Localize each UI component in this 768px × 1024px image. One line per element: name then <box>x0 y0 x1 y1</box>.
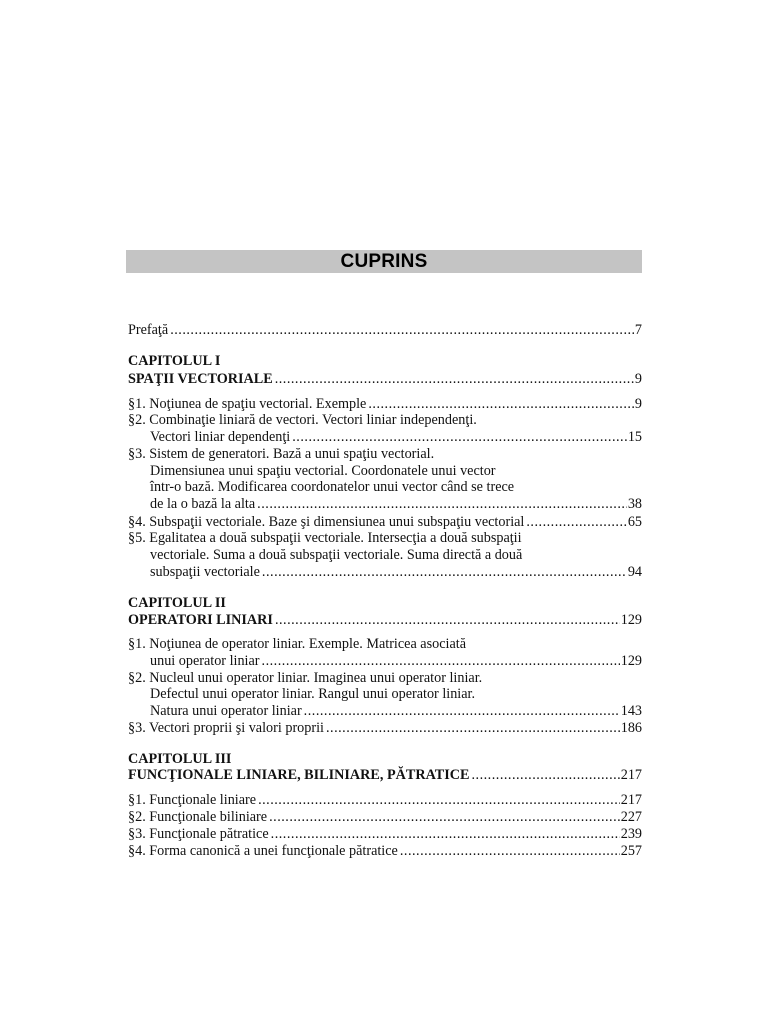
leader-dots <box>271 826 620 843</box>
page-number: 129 <box>620 612 642 628</box>
toc-entry-3-3[interactable] <box>128 826 642 843</box>
page-number: 217 <box>620 767 642 783</box>
chapter-heading-1: CAPITOLUL I <box>128 353 221 369</box>
leader-dots <box>275 371 634 388</box>
leader-dots <box>262 564 627 581</box>
toc-entry-3-4[interactable] <box>128 843 642 860</box>
leader-dots <box>304 703 620 720</box>
toc-entry-3-1[interactable] <box>128 792 642 809</box>
entry-text: §4. Subspaţii vectoriale. Baze şi dimensiunea unui subspaţiu vectorial <box>128 514 525 530</box>
toc-entry-1-3-line1: §3. Sistem de generatori. Bază a unui spaţiu vectorial. <box>128 446 435 462</box>
toc-entry-2-1-line1: §1. Noţiunea de operator liniar. Exemple. Matricea asociată <box>128 636 466 652</box>
page-number: 239 <box>620 826 642 842</box>
leader-dots <box>526 514 626 531</box>
entry-text: §4. Forma canonică a unei funcţionale pătratice <box>128 843 398 859</box>
chapter-title-3[interactable] <box>128 767 642 784</box>
toc-entry-2-1[interactable] <box>128 653 642 670</box>
entry-text: §3. Vectori proprii şi valori proprii <box>128 720 324 736</box>
leader-dots <box>170 322 634 339</box>
leader-dots <box>269 809 620 826</box>
toc-entry-2-2[interactable] <box>128 703 642 720</box>
leader-dots <box>257 496 627 513</box>
entry-text: Vectori liniar dependenţi <box>150 429 291 445</box>
page-number: 217 <box>620 792 642 808</box>
entry-text: subspaţii vectoriale <box>150 564 260 580</box>
toc-entry-1-5[interactable] <box>128 564 642 581</box>
chapter-title-1[interactable] <box>128 371 642 388</box>
toc-title: CUPRINS <box>126 250 642 273</box>
toc-entry-1-3-line3: într-o bază. Modificarea coordonatelor unui vector când se trece <box>150 479 515 495</box>
toc-entry-2-2-line1: §2. Nucleul unui operator liniar. Imaginea unui operator liniar. <box>128 670 483 686</box>
entry-text: FUNCŢIONALE LINIARE, BILINIARE, PĂTRATICE <box>128 767 470 783</box>
leader-dots <box>292 429 627 446</box>
entry-text: Prefaţă <box>128 322 169 338</box>
page-number: 186 <box>620 720 642 736</box>
chapter-title-2[interactable] <box>128 612 642 629</box>
entry-text: §1. Noţiunea de spaţiu vectorial. Exemple <box>128 396 367 412</box>
toc-entry-1-4[interactable] <box>128 514 642 531</box>
page-number: 227 <box>620 809 642 825</box>
page-number: 7 <box>634 322 642 338</box>
leader-dots <box>326 720 620 737</box>
leader-dots <box>275 612 620 629</box>
page-number: 257 <box>620 843 642 859</box>
leader-dots <box>400 843 620 860</box>
page-number: 9 <box>634 396 642 412</box>
entry-text: §3. Funcţionale pătratice <box>128 826 269 842</box>
entry-text: SPAŢII VECTORIALE <box>128 371 273 387</box>
toc-entry-1-3-line2: Dimensiunea unui spaţiu vectorial. Coordonatele unui vector <box>150 463 496 479</box>
leader-dots <box>258 792 620 809</box>
page-number: 38 <box>627 496 642 512</box>
page-number: 15 <box>627 429 642 445</box>
toc-entry-3-2[interactable] <box>128 809 642 826</box>
entry-text: §2. Funcţionale biliniare <box>128 809 268 825</box>
entry-text: Natura unui operator liniar <box>150 703 302 719</box>
toc-entry-1-3[interactable] <box>128 496 642 513</box>
entry-text: de la o bază la alta <box>150 496 256 512</box>
entry-text: OPERATORI LINIARI <box>128 612 273 628</box>
toc-entry-1-1[interactable] <box>128 396 642 413</box>
chapter-heading-3: CAPITOLUL III <box>128 751 232 767</box>
page-number: 9 <box>634 371 642 387</box>
toc-entry-1-2-line1: §2. Combinaţie liniară de vectori. Vectori liniar independenţi. <box>128 412 477 428</box>
toc-entry-2-3[interactable] <box>128 720 642 737</box>
page-number: 65 <box>627 514 642 530</box>
leader-dots <box>471 767 619 784</box>
toc-entry-2-2-line2: Defectul unui operator liniar. Rangul unui operator liniar. <box>150 686 476 702</box>
toc-entry-1-5-line1: §5. Egalitatea a două subspaţii vectoriale. Intersecţia a două subspaţii <box>128 530 522 546</box>
toc-entry-prefata[interactable] <box>128 322 642 339</box>
page-number: 94 <box>627 564 642 580</box>
page-number: 143 <box>620 703 642 719</box>
leader-dots <box>368 396 634 413</box>
entry-text: unui operator liniar <box>150 653 260 669</box>
leader-dots <box>262 653 620 670</box>
entry-text: §1. Funcţionale liniare <box>128 792 257 808</box>
chapter-heading-2: CAPITOLUL II <box>128 595 226 611</box>
page-number: 129 <box>620 653 642 669</box>
toc-entry-1-2[interactable] <box>128 429 642 446</box>
toc-entry-1-5-line2: vectoriale. Suma a două subspaţii vectoriale. Suma directă a două <box>150 547 523 563</box>
